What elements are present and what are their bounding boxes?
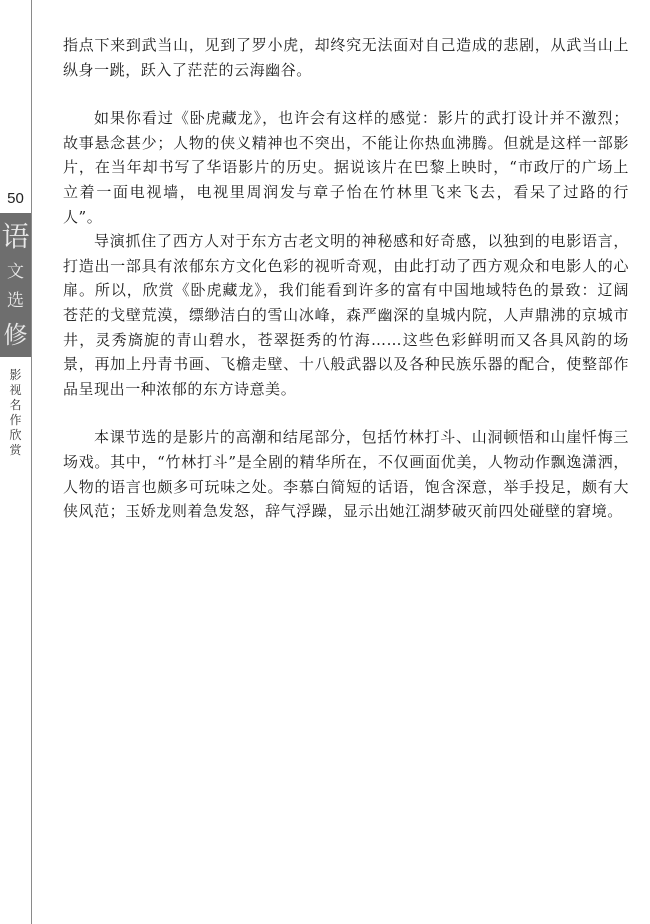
margin-rule	[31, 0, 32, 924]
book-title-char: 视	[9, 383, 22, 397]
paragraph: 导演抓住了西方人对于东方古老文明的神秘感和好奇感，以独到的电影语言，打造出一部具有浓郁东方文化色彩的视听奇观，由此打动了西方观众和电影人的心扉。所以，欣赏《卧虎藏龙》，我们能看到许多的富有中国地域特色的景致：辽阔苍茫的戈壁荒漠，缥缈洁白的雪山冰峰，森严幽深的皇城内院，人声鼎沸的京城市井，灵秀旖旎的青山碧水，苍翠挺秀的竹海……这些色彩鲜明而又各具风韵的场景，再加上丹青书画、飞檐走壁、十八般武器以及各种民族乐器的配合，使整部作品呈现出一种浓郁的东方诗意美。	[63, 232, 629, 398]
series-label-block	[0, 213, 31, 357]
book-title-vertical	[0, 368, 31, 458]
paragraph: 如果你看过《卧虎藏龙》，也许会有这样的感觉：影片的武打设计并不激烈；故事悬念甚少；人物的侠义精神也不突出，不能让你热血沸腾。但就是这样一部影片，在当年却书写了华语影片的历史。据说该片在巴黎上映时，“市政厅的广场上立着一面电视墙，电视里周润发与章子怡在竹林里飞来飞去，看呆了过路的行人”。	[63, 109, 629, 226]
book-title-char: 作	[9, 413, 22, 427]
series-label-char: 修	[3, 320, 28, 349]
page-number: 50	[7, 190, 24, 207]
body-text	[63, 33, 629, 524]
series-label-char: 语	[1, 220, 30, 254]
book-title-char: 影	[9, 368, 22, 382]
series-label-char: 文	[7, 261, 24, 282]
book-title-char: 欣	[9, 428, 22, 442]
series-label-char: 选	[7, 291, 24, 312]
paragraph-continued: 指点下来到武当山，见到了罗小虎，却终究无法面对自己造成的悲剧，从武当山上纵身一跳，跃入了茫茫的云海幽谷。	[63, 36, 629, 79]
book-title-char: 名	[9, 398, 22, 412]
paragraph: 本课节选的是影片的高潮和结尾部分，包括竹林打斗、山洞顿悟和山崖忏悔三场戏。其中，“竹林打斗”是全剧的精华所在，不仅画面优美，人物动作飘逸潇洒，人物的语言也颇多可玩味之处。李慕白简短的话语，饱含深意，举手投足，颇有大侠风范；玉娇龙则着急发怒，辞气浮躁，显示出她江湖梦破灭前四处碰壁的窘境。	[63, 428, 629, 521]
book-title-char: 赏	[9, 443, 22, 457]
